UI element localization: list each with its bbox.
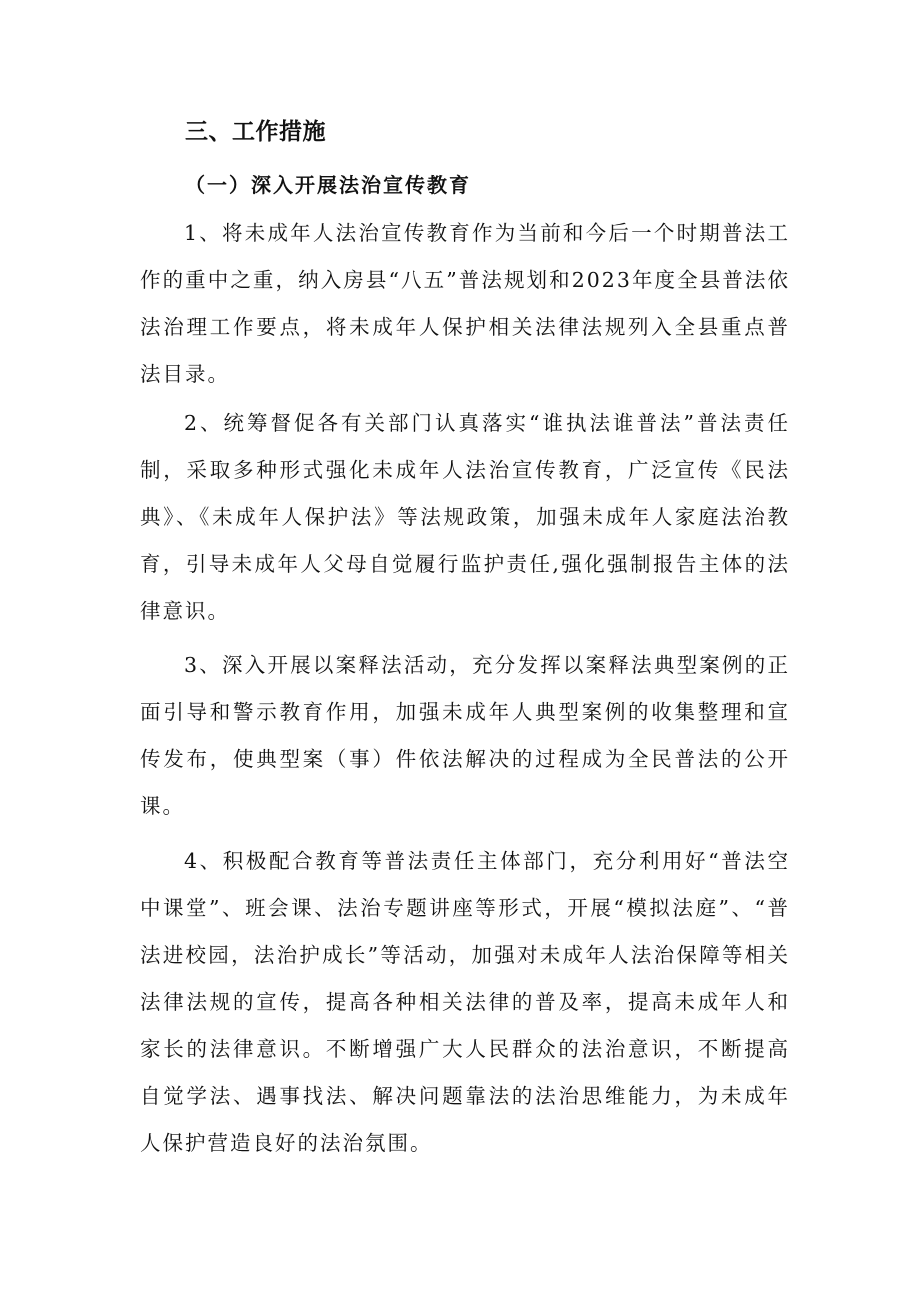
paragraph-2: 2、统筹督促各有关部门认真落实“谁执法谁普法”普法责任制，采取多种形式强化未成年人法治宣传教育，广泛宣传《民法典》、《未成年人保护法》等法规政策，加强未成年人家庭法治教育，引导未成年人父母自觉履行监护责任,强化强制报告主体的法律意识。 <box>140 411 790 623</box>
section-heading: 三、工作措施 <box>185 119 326 145</box>
paragraph-1: 1、将未成年人法治宣传教育作为当前和今后一个时期普法工作的重中之重，纳入房县“八五”普法规划和2023年度全县普法依法治理工作要点，将未成年人保护相关法律法规列入全县重点普法目录。 <box>140 221 790 386</box>
subsection-heading: （一）深入开展法治宣传教育 <box>185 173 471 197</box>
paragraph-3: 3、深入开展以案释法活动，充分发挥以案释法典型案例的正面引导和警示教育作用，加强未成年人典型案例的收集整理和宣传发布，使典型案（事）件依法解决的过程成为全民普法的公开课。 <box>140 653 790 818</box>
paragraph-4: 4、积极配合教育等普法责任主体部门，充分利用好“普法空中课堂”、班会课、法治专题讲座等形式，开展“模拟法庭”、“普法进校园，法治护成长”等活动，加强对未成年人法治保障等相关法律法规的宣传，提高各种相关法律的普及率，提高未成年人和家长的法律意识。不断增强广大人民群众的法治意识，不断提高自觉学法、遇事找法、解决问题靠法的法治思维能力，为未成年人保护营造良好的法治氛围。 <box>140 849 790 1155</box>
